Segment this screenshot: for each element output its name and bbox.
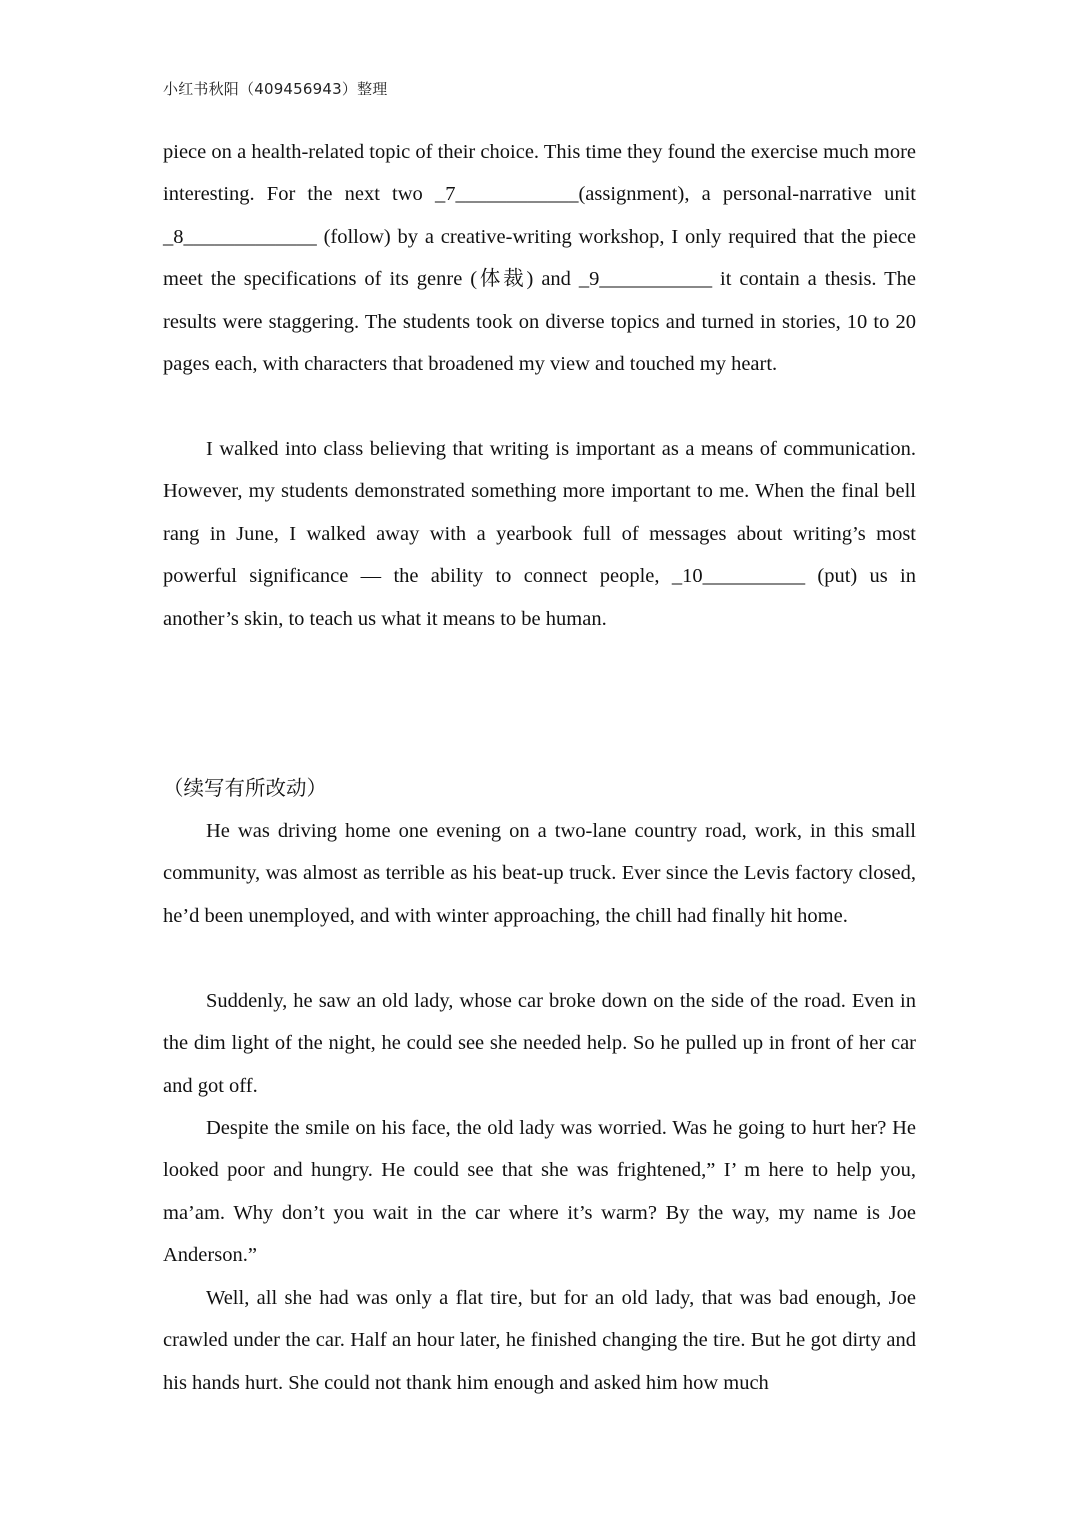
page-header: 小红书秋阳（409456943）整理 [163,80,388,98]
passage2-paragraph-4: Well, all she had was only a flat tire, but for an old lady, that was bad enough, Joe crawled under the car. Half an hour later, he finished changing the tire. But he got dirty and his hands hurt. She could not thank him enough and asked him how much [163,1287,916,1394]
passage1-paragraph-1: piece on a health-related topic of their choice. This time they found the exercise much more interesting. For the next two _7____________(assignment), a personal-narrative unit _8_____________ (follow) by a creative-writing workshop, I only required that the piece meet the specifications of its genre (体裁) and _9___________ it contain a thesis. The results were staggering. The students took on diverse topics and turned in stories, 10 to 20 pages each, with characters that broadened my view and touched my heart. [163,141,916,376]
passage2-paragraph-2: Suddenly, he saw an old lady, whose car broke down on the side of the road. Even in the dim light of the night, he could see she needed help. So he pulled up in front of her car and got off. [163,990,916,1097]
passage1-paragraph-2: I walked into class believing that writing is important as a means of communication. However, my students demonstrated something more important to me. When the final bell rang in June, I walked away with a yearbook full of messages about writing’s most powerful significance — the ability to connect people, _10__________ (put) us in another’s skin, to teach us what it means to be human. [163,438,916,630]
passage2-paragraph-1: He was driving home one evening on a two-lane country road, work, in this small community, was almost as terrible as his beat-up truck. Ever since the Levis factory closed, he’d been unemployed, and with winter approaching, the chill had finally hit home. [163,820,916,927]
passage2-paragraph-3: Despite the smile on his face, the old lady was worried. Was he going to hurt her? He looked poor and hungry. He could see that she was frightened,” I’ m here to help you, ma’am. Why don’t you wait in the car where it’s warm? By the way, my name is Joe Anderson.” [163,1117,916,1267]
continuation-note: （续写有所改动） [163,776,327,800]
